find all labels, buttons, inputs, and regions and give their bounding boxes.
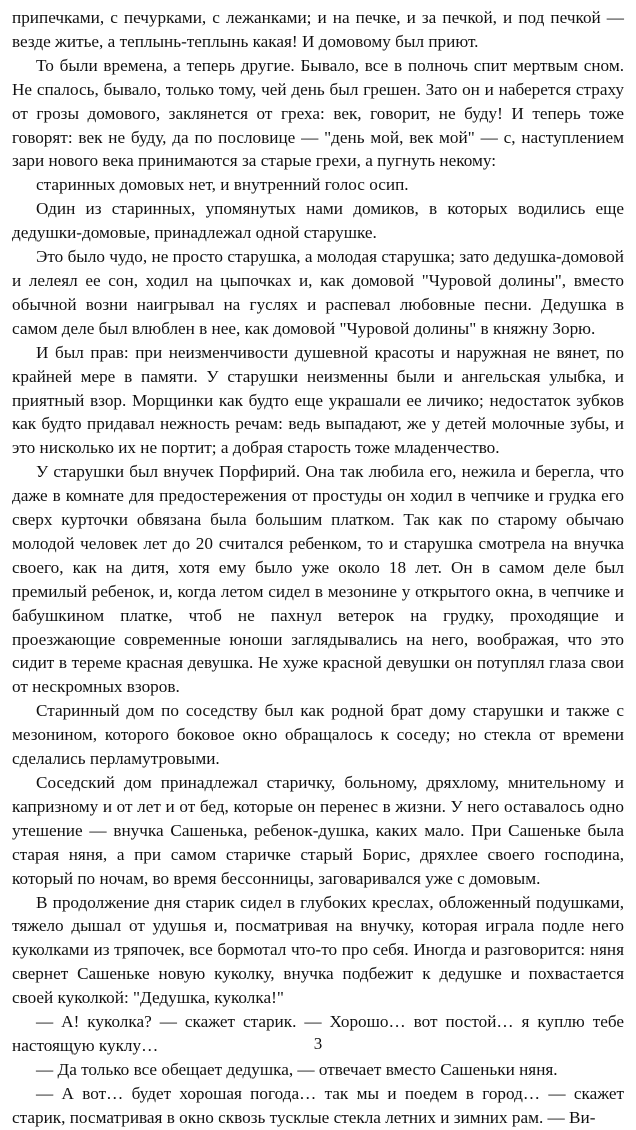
dialogue-line: — А вот… будет хорошая погода… так мы и поедем в город… — скажет старик, посматривая в окно сквозь тусклые стекла летних и зимних рам. — Ви- <box>12 1083 624 1127</box>
paragraph: Это было чудо, не просто старушка, а молодая старушка; зато дедушка-домовой и лелеял ее сон, ходил на цыпочках и, как домовой "Чуровой долины", вместо обычной возни наигрывал на гуслях и распевал любовные песни. Дедушка в самом деле был влюблен в нее, как домовой "Чуровой долины" в княжну Зорю. <box>12 247 624 338</box>
dialogue-line: — А! куколка? — скажет старик. — Хорошо… вот постой… я куплю тебе настоящую куклу… <box>12 1012 624 1055</box>
paragraph: Соседский дом принадлежал старичку, больному, дряхлому, мнительному и капризному и от лет и от бед, которые он перенес в жизни. У него оставалось одно утешение — внучка Сашенька, ребенок-душка, каких мало. При Сашеньке была старая няня, а при самом старичке старый Борис, дряхлее своего господина, который по ночам, во время бессонницы, заговаривался уже с домовым. <box>12 773 624 888</box>
paragraph: И был прав: при неизменчивости душевной красоты и наружная не вянет, по крайней мере в памяти. У старушки неизменны были и ангельская улыбка, и приятный взор. Морщинки как будто еще украшали ее личико; недостаток зубков как будто придавал нежность речам: ведь выпадают, же у детей молочные зубы, и это нисколько их не портит; а добрая старость тоже младенчество. <box>12 342 624 458</box>
paragraph: припечками, с печурками, с лежанками; и на печке, и за печкой, и под печкой — везде житье, а теплынь-теплынь какая! И домовому был приют. <box>12 8 624 51</box>
paragraph: То были времена, а теперь другие. Бывало, все в полночь спит мертвым сном. Не спалось, бывало, только тому, чей день был грешен. Зато он и наберется страху от грозы домового, заклянется от греха: век, говорит, не буду! И теперь тоже говорят: век не буду, да по пословице — "день мой, век мой" — с, наступлением зари нового века принимаются за старые грехи, а пугнуть некому: <box>12 55 624 171</box>
paragraph: У старушки был внучек Порфирий. Она так любила его, нежила и берегла, что даже в комнате для предостережения от простуды он ходил в чепчике и грудка его сверх курточки обвязана была большим платком. Так как по старому обычаю молодой человек лет до 20 считался ребенком, то и старушка смотрела на внучка своего, как на дитя, хотя ему было уже около 18 лет. Он в самом деле был премилый ребенок, и, когда летом сидел в мезонине у открытого окна, в чепчике и бабушкином платке, чтоб не пахнул ветерок на грудку, проходящие и проезжающие современные юноши заглядывались на него, воображая, что это сидит в тереме красная девушка. Не хуже красной девушки он потуплял глаза свои от нескромных взоров. <box>12 462 624 697</box>
paragraph: старинных домовых нет, и внутренний голос осип. <box>36 175 409 195</box>
paragraph: Один из старинных, упомянутых нами домиков, в которых водились еще дедушки-домовые, принадлежал одной старушке. <box>12 199 624 243</box>
dialogue-line: — Да только все обещает дедушка, — отвечает вместо Сашеньки няня. <box>36 1059 558 1079</box>
page-number: 3 <box>313 1034 323 1053</box>
paragraph: Старинный дом по соседству был как родной брат дому старушки и также с мезонином, которого боковое окно обращалось к соседу; но стекла от времени сделались перламутровыми. <box>12 701 624 769</box>
paragraph: В продолжение дня старик сидел в глубоких креслах, обложенный подушками, тяжело дышал от удушья и, посматривая на внучку, которая играла подле него куколками из тряпочек, все бормотал что-то про себя. Иногда и разговорится: няня свернет Сашеньке новую куколку, внучка подбежит к дедушке и похвастается своей куколкой: "Дедушка, куколка!" <box>12 892 624 1008</box>
body-text <box>12 6 624 1130</box>
